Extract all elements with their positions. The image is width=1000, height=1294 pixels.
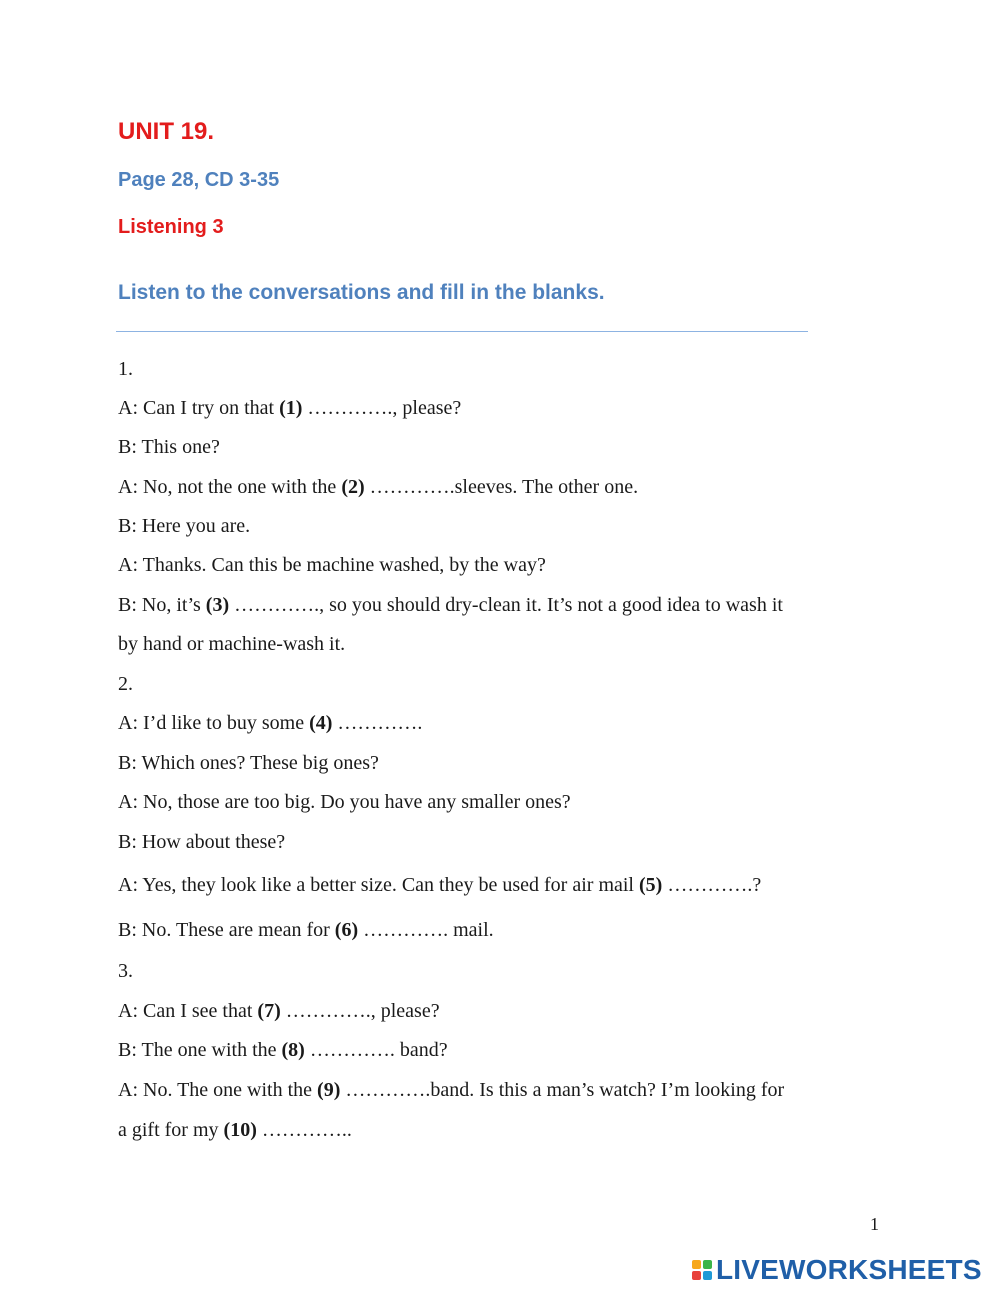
heading-divider [116,331,808,332]
blank-number: (10) [223,1119,257,1141]
line-text: B: How about these? [118,831,286,853]
line-text: A: Can I try on that [118,397,280,419]
page-reference: Page 28, CD 3-35 [118,169,280,191]
page-number: 1 [870,1214,879,1234]
line-text: A: No. The one with the [118,1079,318,1101]
blank-text: ………….band. Is this a man’s watch? I’m looking for [340,1079,785,1101]
dialogue-line [118,514,250,538]
unit-title: UNIT 19. [118,118,215,145]
blank-text: …………., please? [280,1000,440,1022]
blank-text: …………. band? [304,1039,448,1061]
blank-number: (1) [279,397,303,419]
dialogue-line [118,711,422,735]
blank-number: (5) [639,874,663,896]
dialogue-line [118,751,379,775]
line-text: A: No, those are too big. Do you have any smaller ones? [118,791,571,813]
line-text: A: Can I see that [118,1000,258,1022]
line-text: A: Thanks. Can this be machine washed, by the way? [118,554,546,576]
line-text: A: Yes, they look like a better size. Can they be used for air mail [118,874,639,896]
blank-text: ………….? [662,874,762,896]
liveworksheets-mark-icon [692,1260,712,1280]
instruction-heading: Listen to the conversations and fill in the blanks. [118,281,605,304]
blank-text: …………. [332,712,423,734]
blank-number: (6) [334,919,359,941]
liveworksheets-logo[interactable] [692,1254,982,1286]
line-text: A: I’d like to buy some [118,712,310,734]
mark-square-icon [692,1271,701,1280]
mark-square-icon [692,1260,701,1269]
logo-text: LIVEWORKSHEETS [716,1254,982,1285]
section-title: Listening 3 [118,216,224,238]
conversation-number [118,357,133,381]
blank-number: (9) [317,1079,341,1101]
conversation-number [118,959,133,983]
line-text: B: No. These are mean for [118,919,335,941]
number-text: 3. [118,960,133,982]
blank-text: ………….sleeves. The other one. [364,476,639,498]
number-text: 2. [118,673,133,695]
blank-number: (4) [309,712,333,734]
number-text: 1. [118,358,133,380]
dialogue-line [118,1118,352,1142]
blank-text: …………. mail. [358,919,494,941]
dialogue-line [118,1038,448,1062]
line-text: B: Here you are. [118,515,251,537]
blank-number: (2) [341,476,365,498]
dialogue-line [118,1078,784,1102]
dialogue-line [118,593,783,617]
line-text: by hand or machine-wash it. [118,633,346,655]
blank-text: ………….. [256,1119,352,1141]
blank-number: (8) [281,1039,305,1061]
line-text: a gift for my [118,1119,224,1141]
line-text: B: Which ones? These big ones? [118,752,379,774]
dialogue-line [118,435,220,459]
line-text: A: No, not the one with the [118,476,342,498]
mark-square-icon [703,1271,712,1280]
line-text: B: The one with the [118,1039,282,1061]
line-text: B: This one? [118,436,220,458]
blank-number: (7) [257,1000,281,1022]
dialogue-line [118,396,461,420]
dialogue-line [118,999,440,1023]
conversation-number [118,672,133,696]
line-text: B: No, it’s [118,594,206,616]
dialogue-line [118,553,546,577]
dialogue-line [118,918,494,942]
dialogue-line [118,873,761,897]
blank-text: …………., please? [302,397,462,419]
blank-text: …………., so you should dry-clean it. It’s not a good idea to wash it [229,594,783,616]
blank-number: (3) [205,594,230,616]
dialogue-line [118,830,285,854]
dialogue-line [118,790,571,814]
dialogue-line [118,475,638,499]
dialogue-line [118,632,345,656]
mark-square-icon [703,1260,712,1269]
